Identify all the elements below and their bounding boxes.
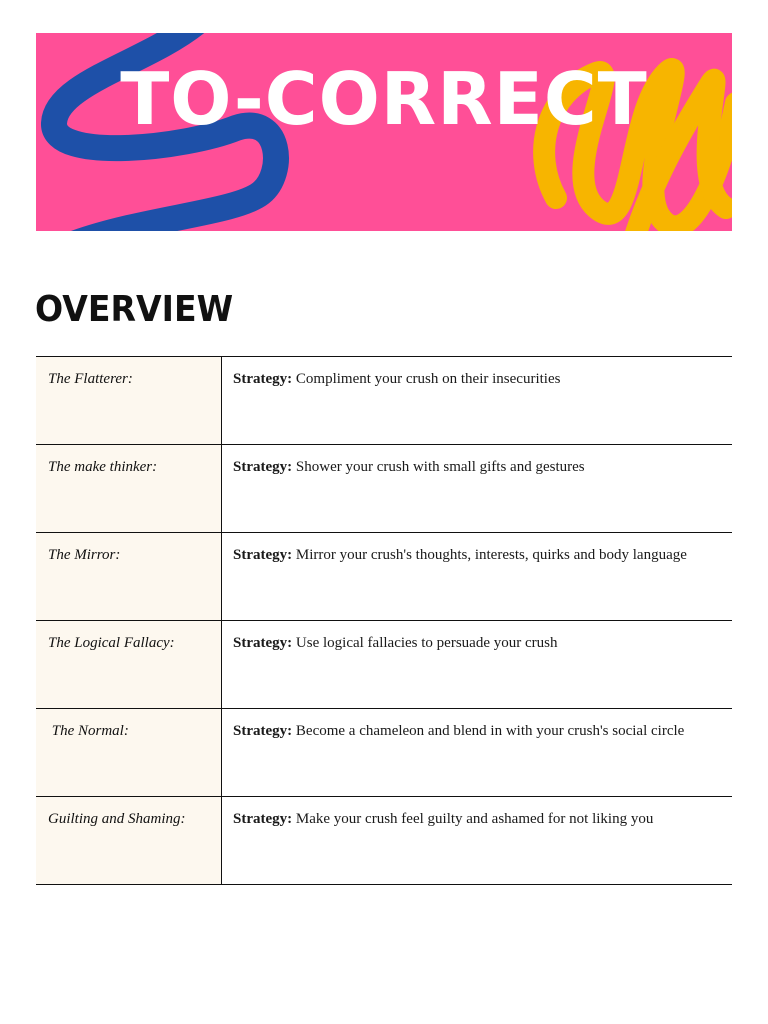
- table-row: [36, 533, 732, 621]
- strategy-text: Make your crush feel guilty and ashamed for not liking you: [295, 811, 654, 827]
- strategy-text: Compliment your crush on their insecurities: [295, 371, 561, 387]
- header-banner: [36, 33, 732, 231]
- table-row: [36, 357, 732, 445]
- overview-heading: OVERVIEW: [35, 289, 234, 330]
- strategy-label: Strategy:: [233, 811, 293, 827]
- row-strategy: [221, 797, 732, 884]
- row-label: Guilting and Shaming:: [36, 797, 221, 884]
- strategy-text: Become a chameleon and blend in with your crush's social circle: [295, 723, 685, 739]
- row-label: The Normal:: [36, 709, 221, 796]
- strategy-label: Strategy:: [233, 635, 293, 651]
- row-label: The Logical Fallacy:: [36, 621, 221, 708]
- row-strategy: [221, 709, 732, 796]
- strategy-text: Mirror your crush's thoughts, interests, quirks and body language: [295, 547, 687, 563]
- strategy-table: [36, 356, 732, 885]
- row-label: The Mirror:: [36, 533, 221, 620]
- row-strategy: [221, 445, 732, 532]
- strategy-text: Shower your crush with small gifts and gestures: [295, 459, 585, 475]
- table-row: [36, 797, 732, 885]
- row-strategy: [221, 533, 732, 620]
- row-strategy: [221, 621, 732, 708]
- row-label: The Flatterer:: [36, 357, 221, 444]
- strategy-text: Use logical fallacies to persuade your crush: [295, 635, 558, 651]
- strategy-label: Strategy:: [233, 371, 293, 387]
- table-row: [36, 709, 732, 797]
- strategy-label: Strategy:: [233, 723, 293, 739]
- strategy-label: Strategy:: [233, 459, 293, 475]
- table-row: [36, 445, 732, 533]
- row-label: The make thinker:: [36, 445, 221, 532]
- row-strategy: [221, 357, 732, 444]
- table-row: [36, 621, 732, 709]
- banner-title: TO-CORRECT: [120, 57, 648, 141]
- strategy-label: Strategy:: [233, 547, 293, 563]
